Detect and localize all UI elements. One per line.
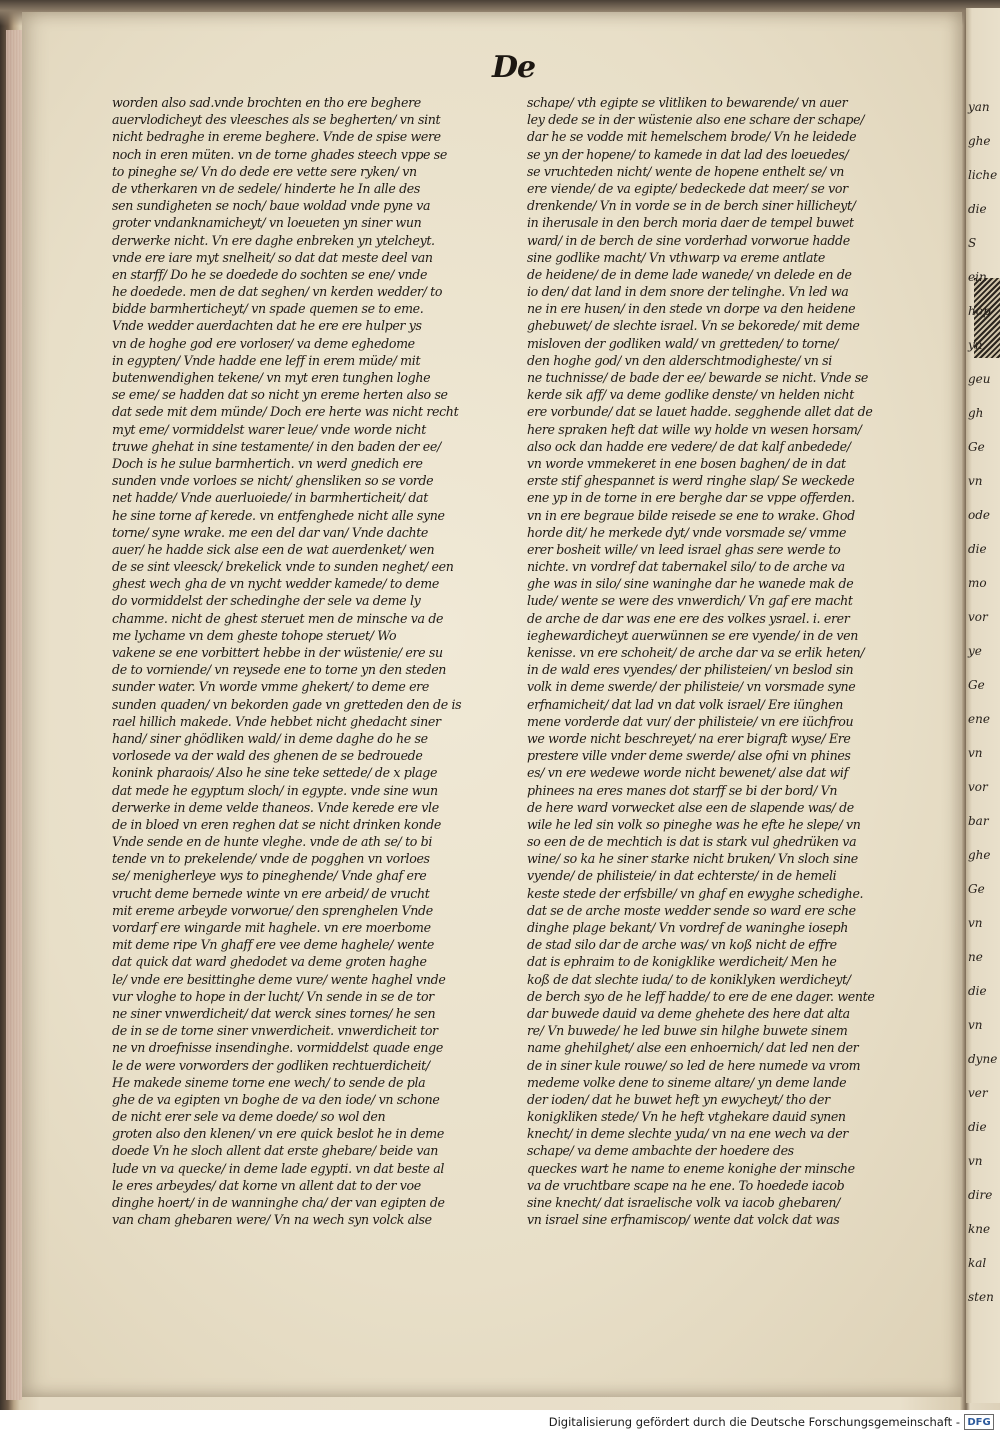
left-column-line: Doch is he sulue barmhertich. vn werd gnedich ere — [112, 455, 423, 471]
right-column-line: drenkende/ Vn in vorde se in de berch siner hillicheyt/ — [527, 198, 856, 214]
right-column-line: vn israel sine erfnamiscop/ wente dat volck dat was — [527, 1212, 840, 1228]
facing-page-fragment: Ge — [968, 882, 985, 896]
facing-page-fragment: ghe — [968, 848, 991, 862]
facing-page-fragment: vn — [968, 474, 983, 488]
left-column-line: Vnde sende en de hunte vleghe. vnde de ath se/ to bi — [112, 834, 433, 850]
left-column-line: noch in eren müten. vn de torne ghades steech vppe se — [112, 146, 448, 162]
right-column-line: va de vruchtbare scape na he ene. To hoedede iacob — [527, 1177, 845, 1193]
facing-page-fragment: die — [968, 1120, 987, 1134]
left-column-line: le/ vnde ere besittinghe deme vure/ wente haghel vnde — [112, 971, 446, 987]
left-column-line: doede Vn he sloch allent dat erste ghebare/ beide van — [112, 1143, 439, 1159]
left-column-line: derwerke nicht. Vn ere daghe enbreken yn ytelcheyt. — [112, 232, 435, 248]
facing-page-fragment: gh — [968, 406, 984, 420]
right-column-line: es/ vn ere wedewe worde nicht bewenet/ alse dat wif — [527, 765, 848, 781]
left-text-column — [112, 94, 492, 1228]
right-column-line: dar he se vodde mit hemelschem brode/ Vn he leidede — [527, 129, 857, 145]
right-column-line: volk in deme swerde/ der philisteie/ vn vorsmade syne — [527, 679, 856, 695]
running-head: De — [492, 50, 536, 85]
right-column-line: dat is ephraim to de konigklike werdicheit/ Men he — [527, 954, 837, 970]
right-column-line: vn in ere begraue bilde reisede se ene to wrake. Ghod — [527, 507, 855, 523]
facing-page-fragment: S — [968, 236, 977, 250]
left-column-line: derwerke in deme velde thaneos. Vnde kerede ere vle — [112, 799, 439, 815]
left-column-line: tende vn to prekelende/ vnde de pogghen vn vorloes — [112, 851, 430, 867]
right-column-line: de heidene/ de in deme lade wanede/ vn delede en de — [527, 266, 852, 282]
facing-page-fragment: kal — [968, 1256, 987, 1270]
right-column-line: konigkliken stede/ Vn he heft vtghekare dauid synen — [527, 1109, 846, 1125]
left-column-line: in egypten/ Vnde hadde ene leff in erem müde/ mit — [112, 352, 421, 368]
left-column-line: groter vndanknamicheyt/ vn loeueten yn siner wun — [112, 215, 422, 231]
right-column-line: ere viende/ de va egipte/ bedeckede dat meer/ se vor — [527, 180, 848, 196]
right-column-line: kerde sik aff/ va deme godlike denste/ vn helden nicht — [527, 387, 854, 403]
left-column-line: vakene se ene vorbittert hebbe in der wüstenie/ ere su — [112, 645, 443, 660]
right-column-line: den hoghe god/ vn den alderschtmodigheste/ vn si — [527, 352, 832, 368]
right-column-line: ward/ in de berch de sine vorderhad vorworue hadde — [527, 232, 850, 248]
facing-page-fragment: bar — [968, 814, 989, 828]
left-column-line: sunder water. Vn worde vmme ghekert/ to deme ere — [112, 679, 429, 695]
facing-page-fragment: ode — [968, 508, 991, 522]
right-column-line: kenisse. vn ere schoheit/ de arche dar va se erlik heten/ — [527, 645, 865, 660]
facing-page-fragment: vor — [968, 780, 988, 794]
left-column-line: chamme. nicht de ghest steruet men de minsche va de — [112, 610, 444, 626]
facing-page-fragment: dyne — [968, 1052, 998, 1066]
left-column-line: de in bloed vn eren reghen dat se nicht drinken konde — [112, 816, 441, 832]
right-column-line: vn worde vmmekeret in ene bosen baghen/ de in dat — [527, 455, 846, 471]
left-column-line: de vtherkaren vn de sedele/ hinderte he In alle des — [112, 180, 421, 196]
facing-page-fragment: liche — [968, 168, 998, 182]
right-column-line: koß de dat slechte iuda/ to de koniklyken werdicheyt/ — [527, 971, 851, 987]
right-column-line: ghebuwet/ de slechte israel. Vn se bekorede/ mit deme — [527, 318, 860, 334]
right-column-line: misloven der godliken wald/ vn gretteden/ to torne/ — [527, 335, 839, 351]
left-column-line: he doedede. men de dat seghen/ vn kerden wedder/ to — [112, 284, 443, 300]
left-column-line: de nicht erer sele va deme doede/ so wol den — [112, 1109, 386, 1125]
right-column-line: ley dede se in der wüstenie also ene schare der schape/ — [527, 112, 865, 128]
left-column-line: vorlosede va der wald des ghenen de se bedrouede — [112, 748, 423, 764]
left-column-line: sunden quaden/ vn bekorden gade vn gretteden den de is — [112, 696, 462, 712]
right-column-line: re/ Vn buwede/ he led buwe sin hilghe buwete sinem — [527, 1023, 848, 1039]
right-column-line: lude/ wente se were des vnwerdich/ Vn gaf ere macht — [527, 593, 853, 609]
left-column-line: myt eme/ vormiddelst warer leue/ vnde worde nicht — [112, 421, 426, 437]
left-column-line: torne/ syne wrake. me een del dar van/ Vnde dachte — [112, 524, 429, 540]
right-column-line: dat se de arche moste wedder sende so ward ere sche — [527, 902, 856, 918]
facing-page-fragment: mo — [968, 576, 987, 590]
left-column-line: me lychame vn dem gheste tohope steruet/ Wo — [112, 627, 397, 643]
left-column-line: de se sint vleesck/ brekelick vnde to sunden neghet/ een — [112, 559, 454, 575]
facing-page-edge — [966, 8, 1000, 1403]
left-column-line: vur vloghe to hope in der lucht/ Vn sende in se de tor — [112, 988, 434, 1004]
right-column-line: de stad silo dar de arche was/ vn koß nicht de effre — [527, 937, 837, 953]
left-column-line: sunden vnde vorloes se nicht/ ghensliken so se vorde — [112, 473, 434, 489]
right-column-line: dinghe plage bekant/ Vn vordref de waninghe ioseph — [527, 920, 849, 935]
right-column-line: prestere ville vnder deme swerde/ alse ofni vn phines — [527, 748, 851, 764]
right-column-line: der ioden/ dat he buwet heft yn ewycheyt/ tho der — [527, 1091, 830, 1107]
right-column-line: ne tuchnisse/ de bade der ee/ bewarde se nicht. Vnde se — [527, 370, 868, 385]
right-column-line: erer bosheit wille/ vn leed israel ghas sere werde to — [527, 541, 841, 557]
facing-page-fragment: vor — [968, 610, 988, 624]
right-column-line: se vruchteden nicht/ wente de hopene enthelt se/ vn — [527, 163, 845, 179]
right-column-line: de arche de dar was ene ere des volkes ysrael. i. erer — [527, 610, 850, 626]
facing-page-fragment: sten — [968, 1290, 994, 1304]
left-column-line: vordarf ere wingarde mit haghele. vn ere moerbome — [112, 920, 431, 935]
left-column-line: butenwendighen tekene/ vn myt eren tunghen loghe — [112, 370, 431, 385]
left-column-line: le de were vorworders der godliken rechtuerdicheit/ — [112, 1057, 430, 1073]
facing-page-fragment: ver — [968, 1086, 988, 1100]
right-column-line: se yn der hopene/ to kamede in dat lad des loeuedes/ — [527, 146, 849, 162]
left-column-line: net hadde/ Vnde auerluoiede/ in barmherticheit/ dat — [112, 490, 428, 506]
facing-page-fragment: die — [968, 984, 987, 998]
right-column-line: ghe was in silo/ sine waninghe dar he wanede mak de — [527, 576, 854, 592]
left-column-line: de in se de torne siner vnwerdicheit. vnwerdicheit tor — [112, 1023, 438, 1039]
facing-page-fragment: yn — [968, 338, 983, 352]
right-column-line: sine knecht/ dat israelische volk va iacob ghebaren/ — [527, 1195, 841, 1210]
left-column-line: rael hillich makede. Vnde hebbet nicht ghedacht siner — [112, 713, 441, 729]
left-column-line: hand/ siner ghödliken wald/ in deme daghe do he se — [112, 730, 428, 746]
right-column-line: keste stede der erfsbille/ vn ghaf en ewyghe schedighe. — [527, 885, 864, 901]
facing-page-fragment: geu — [968, 372, 991, 386]
left-column-line: le eres arbeydes/ dat korne vn allent dat to der voe — [112, 1177, 421, 1193]
right-column-line: de in siner kule rouwe/ so led de here numede va vrom — [527, 1057, 861, 1073]
right-column-line: schape/ va deme ambachte der hoedere des — [527, 1143, 794, 1159]
right-column-line: ere vorbunde/ dat se lauet hadde. segghende allet dat de — [527, 404, 873, 420]
left-column-line: auer/ he hadde sick alse een de wat auerdenket/ wen — [112, 541, 435, 557]
facing-page-fragment: ene — [968, 712, 990, 726]
left-column-line: en starff/ Do he se doedede do sochten se ene/ vnde — [112, 266, 428, 282]
facing-page-fragment: vn — [968, 746, 983, 760]
facing-page-fragment: vn — [968, 1018, 983, 1032]
facing-page-fragment: dire — [968, 1188, 993, 1202]
right-column-line: in de wald eres vyendes/ der philisteien/ vn beslod sin — [527, 662, 854, 678]
right-column-line: vyende/ de philisteie/ in dat echterste/ in de hemeli — [527, 868, 837, 884]
left-column-line: bidde barmherticheyt/ vn spade quemen se to eme. — [112, 301, 424, 317]
facing-page-fragment: die — [968, 542, 987, 556]
right-column-line: we worde nicht beschreyet/ na erer bigraft wyse/ Ere — [527, 730, 851, 746]
left-column-line: ne siner vnwerdicheit/ dat werck sines tornes/ he sen — [112, 1005, 436, 1021]
right-column-line: schape/ vth egipte se vlitliken to bewarende/ vn auer — [527, 95, 848, 110]
right-column-line: name ghehilghet/ alse een enhoernich/ dat led nen der — [527, 1040, 859, 1056]
left-column-line: lude vn va quecke/ in deme lade egypti. vn dat beste al — [112, 1160, 445, 1176]
facing-page-fragment: ne — [968, 950, 983, 964]
right-column-line: dar buwede dauid va deme ghehete des here dat alta — [527, 1005, 850, 1021]
right-column-line: wine/ so ka he siner starke nicht bruken/ Vn sloch sine — [527, 851, 858, 867]
footer-bar — [0, 1410, 1000, 1436]
left-column-line: ghest wech gha de vn nycht wedder kamede/ to deme — [112, 576, 439, 592]
right-text-column — [527, 94, 897, 1228]
facing-page-fragment: kne — [968, 1222, 991, 1236]
right-column-line: also ock dan hadde ere vedere/ de dat kalf anbedede/ — [527, 438, 851, 454]
left-column-line: worden also sad.vnde brochten en tho ere beghere — [112, 95, 421, 110]
right-column-line: erste stif ghespannet is werd ringhe slap/ Se weckede — [527, 473, 855, 489]
right-column-line: horde dit/ he merkede dyt/ vnde vorsmade se/ vmme — [527, 524, 847, 540]
left-column-line: se/ menigherleye wys to pineghende/ Vnde ghaf ere — [112, 868, 427, 884]
left-column-line: dinghe hoert/ in de wanninghe cha/ der van egipten de — [112, 1195, 445, 1210]
facing-page-fragment: yan — [968, 100, 990, 114]
footer-credit: Digitalisierung gefördert durch die Deutsche Forschungsgemeinschaft - — [548, 1415, 960, 1429]
facing-page-fragment: vn — [968, 916, 983, 930]
right-column-line: erfnamicheit/ dat lad vn dat volk israel/ Ere iünghen — [527, 696, 843, 712]
facing-page-fragment: die — [968, 202, 987, 216]
left-column-line: ne vn droefnisse insendinghe. vormiddelst quade enge — [112, 1040, 443, 1056]
right-column-line: knecht/ in deme slechte yuda/ vn na ene wech va der — [527, 1126, 848, 1142]
right-column-line: io den/ dat land in dem snore der telinghe. Vn led wa — [527, 284, 849, 300]
facing-page-fragment: ye — [968, 644, 982, 658]
left-column-line: groten also den klenen/ vn ere quick beslot he in deme — [112, 1126, 444, 1142]
left-column-line: de to vorniende/ vn reysede ene to torne yn den steden — [112, 662, 447, 678]
right-column-line: sine godlike macht/ Vn vthwarp va ereme antlate — [527, 249, 825, 265]
right-column-line: in iherusale in den berch moria daer de tempel buwet — [527, 215, 854, 231]
facing-page-fragment: ghe — [968, 134, 991, 148]
left-column-line: sen sundigheten se noch/ baue woldad vnde pyne va — [112, 198, 431, 214]
left-column-line: mit ereme arbeyde vorworue/ den sprenghelen Vnde — [112, 902, 433, 918]
left-column-line: do vormiddelst der schedinghe der sele va deme ly — [112, 593, 421, 609]
right-column-line: mene vorderde dat vur/ der philisteie/ vn ere iüchfrou — [527, 713, 854, 729]
facing-page-fragment: Ge — [968, 678, 985, 692]
left-column-line: vrucht deme bernede winte vn ere arbeid/ de vrucht — [112, 885, 430, 901]
left-column-line: se eme/ se hadden dat so nicht yn ereme herten also se — [112, 387, 448, 403]
left-column-line: he sine torne af kerede. vn entfenghede nicht alle syne — [112, 507, 445, 523]
facing-page-fragment: hop — [968, 304, 991, 318]
right-column-line: de berch syo de he leff hadde/ to ere de ene dager. wente — [527, 988, 875, 1004]
left-column-line: konink pharaois/ Also he sine teke settede/ de x plage — [112, 765, 438, 781]
facing-page-fragment: vn — [968, 1154, 983, 1168]
page-edge-stack — [6, 30, 22, 1400]
left-column-line: dat mede he egyptum sloch/ in egypte. vnde sine wun — [112, 782, 438, 798]
left-column-line: He makede sineme torne ene wech/ to sende de pla — [112, 1074, 426, 1090]
left-column-line: dat sede mit dem münde/ Doch ere herte was nicht recht — [112, 404, 459, 420]
left-column-line: to pineghe se/ Vn do dede ere vette sere ryken/ vn — [112, 163, 417, 179]
left-column-line: dat quick dat ward ghedodet va deme groten haghe — [112, 954, 427, 970]
right-column-line: nichte. vn vordref dat tabernakel silo/ to de arche va — [527, 559, 845, 575]
right-column-line: so een de de mechtich is dat is stark vul ghedrüken va — [527, 834, 857, 850]
left-column-line: mit deme ripe Vn ghaff ere vee deme haghele/ wente — [112, 937, 434, 953]
facing-page-fragment: Ge — [968, 440, 985, 454]
right-column-line: ieghewardicheyt auerwünnen se ere vyende/ in de ven — [527, 627, 858, 643]
left-column-line: vnde ere iare myt snelheit/ so dat dat meste deel van — [112, 249, 433, 265]
left-column-line: ghe de va egipten vn boghe de va den iode/ vn schone — [112, 1091, 440, 1107]
right-column-line: medeme volke dene to sineme altare/ yn deme lande — [527, 1074, 847, 1090]
right-column-line: ne in ere husen/ in den stede vn dorpe va den heidene — [527, 301, 856, 317]
left-column-line: van cham ghebaren were/ Vn na wech syn volck alse — [112, 1212, 432, 1228]
right-column-line: here spraken heft dat wille wy holde vn wesen horsam/ — [527, 421, 862, 437]
right-column-line: wile he led sin volk so pineghe was he efte he slepe/ vn — [527, 816, 861, 832]
left-column-line: Vnde wedder auerdachten dat he ere ere hulper ys — [112, 318, 422, 334]
left-column-line: nicht bedraghe in ereme beghere. Vnde de spise were — [112, 129, 441, 145]
left-column-line: vn de hoghe god ere vorloser/ va deme eghedome — [112, 335, 415, 351]
dfg-logo: DFG — [964, 1414, 994, 1430]
right-column-line: ene yp in de torne in ere berghe dar se vppe offerden. — [527, 490, 855, 506]
right-column-line: queckes wart he name to eneme konighe der minsche — [527, 1160, 855, 1176]
left-column-line: truwe ghehat in sine testamente/ in den baden der ee/ — [112, 438, 441, 454]
left-column-line: auervlodicheyt des vleesches als se begherten/ vn sint — [112, 112, 441, 128]
right-column-line: phinees na eres manes dot starff se bi der bord/ Vn — [527, 782, 838, 798]
right-column-line: de here ward vorwecket alse een de slapende was/ de — [527, 799, 854, 815]
facing-page-fragment: ein — [968, 270, 987, 284]
